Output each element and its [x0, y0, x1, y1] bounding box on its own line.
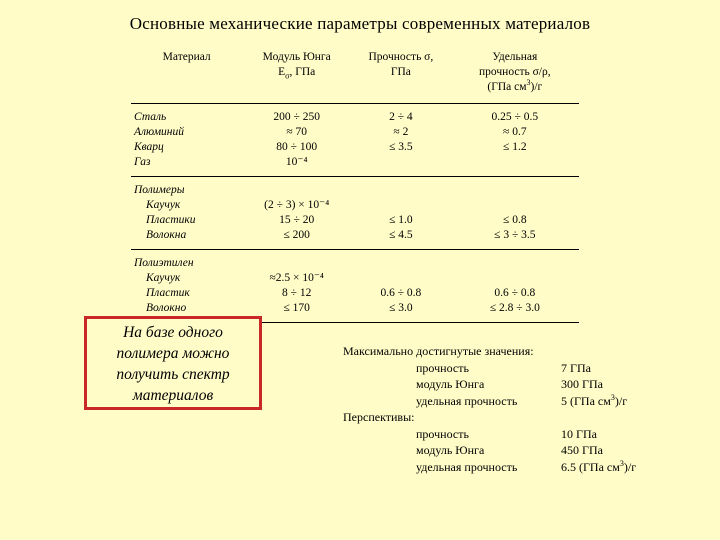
material-name: Пластик — [146, 287, 190, 299]
stat-value: 300 ГПа — [561, 377, 603, 391]
strength-value: 2 ÷ 4 — [389, 111, 413, 123]
prospects-heading: Перспективы: — [343, 410, 415, 424]
specific-strength-value: ≤ 1.2 — [503, 141, 527, 153]
material-name: Полимеры — [134, 184, 185, 196]
header-strength — [351, 46, 451, 104]
header-modulus-subscript: σ — [285, 71, 290, 81]
specific-strength-value: ≈ 0.7 — [503, 126, 527, 138]
material-name: Алюминий — [134, 126, 185, 138]
header-modulus-line1: Модуль Юнга — [262, 51, 331, 63]
modulus-value: 10⁻⁴ — [285, 156, 308, 168]
note-line: материалов — [132, 387, 214, 404]
prospects-row — [343, 458, 637, 476]
stat-value — [561, 459, 636, 476]
header-modulus-line2 — [245, 65, 348, 80]
header-specific-line3 — [454, 80, 576, 95]
material-name: Волокно — [146, 302, 187, 314]
stat-value-sup: 3 — [619, 458, 624, 468]
header-specific-strength — [451, 46, 579, 104]
table-row — [131, 104, 579, 177]
stat-label: прочность — [416, 360, 469, 375]
header-specific-unit-b: )/г — [530, 81, 543, 93]
max-values-row — [343, 360, 591, 377]
modulus-value: (2 ÷ 3) × 10⁻⁴ — [264, 199, 330, 211]
polymer-note-box — [84, 316, 262, 410]
material-name: Сталь — [134, 111, 167, 123]
page-title: Основные механические параметры современных материалов — [129, 14, 591, 33]
stat-label: модуль Юнга — [416, 377, 485, 391]
stat-value-part: )/г — [614, 393, 628, 408]
header-specific-line1: Удельная — [492, 51, 538, 63]
stat-value-part: )/г — [623, 459, 637, 474]
max-values-row — [343, 392, 628, 410]
specific-strength-value: ≤ 3 ÷ 3.5 — [494, 229, 536, 241]
achievements-block — [343, 343, 637, 475]
header-modulus — [242, 46, 351, 104]
material-name: Газ — [134, 156, 151, 168]
note-line: На базе одного — [123, 324, 223, 341]
materials-cell — [131, 250, 242, 323]
table-header-row — [131, 46, 579, 104]
modulus-cell — [242, 177, 351, 250]
modulus-value: ≤ 200 — [283, 229, 310, 241]
specific-strength-value: ≤ 0.8 — [503, 214, 527, 226]
material-name: Кварц — [134, 141, 164, 153]
header-strength-line2: ГПа — [390, 66, 411, 78]
specific-strength-cell — [451, 250, 579, 323]
table-row — [131, 177, 579, 250]
strength-value: 0.6 ÷ 0.8 — [380, 287, 422, 299]
specific-strength-cell — [451, 104, 579, 177]
strength-value: ≤ 3.0 — [389, 302, 413, 314]
stat-value-part: 6.5 (ГПа см — [561, 459, 620, 474]
materials-cell — [131, 104, 242, 177]
prospects-row — [343, 426, 597, 443]
stat-label: прочность — [416, 426, 469, 441]
stat-value-sup: 3 — [610, 392, 615, 402]
modulus-value: ≤ 170 — [283, 302, 310, 314]
material-name: Полиэтилен — [134, 257, 194, 269]
header-modulus-unit: , ГПа — [289, 66, 316, 78]
strength-cell — [351, 250, 451, 323]
strength-cell — [351, 104, 451, 177]
note-line: получить спектр — [116, 366, 230, 383]
specific-strength-cell — [451, 177, 579, 250]
stat-label: удельная прочность — [416, 459, 518, 474]
modulus-value: 8 ÷ 12 — [282, 287, 312, 299]
note-line: полимера можно — [116, 345, 230, 362]
strength-value: ≤ 3.5 — [389, 141, 413, 153]
modulus-value: 80 ÷ 100 — [276, 141, 318, 153]
material-name: Каучук — [146, 272, 181, 284]
header-specific-unit-a: (ГПа см — [487, 81, 527, 93]
max-values-heading: Максимально достигнутые значения: — [343, 344, 534, 358]
parameters-table — [131, 46, 579, 323]
stat-value: 7 ГПа — [561, 360, 591, 375]
modulus-value: 15 ÷ 20 — [279, 214, 315, 226]
header-specific-unit-sup: 3 — [526, 78, 531, 88]
stat-value — [561, 393, 627, 410]
strength-cell — [351, 177, 451, 250]
stat-value: 450 ГПа — [561, 443, 603, 457]
header-material — [131, 46, 242, 104]
modulus-cell — [242, 104, 351, 177]
modulus-value: ≈ 70 — [286, 126, 308, 138]
strength-value: ≤ 4.5 — [389, 229, 413, 241]
specific-strength-value: ≤ 2.8 ÷ 3.0 — [489, 302, 540, 314]
modulus-cell — [242, 250, 351, 323]
material-name: Пластики — [146, 214, 196, 226]
stat-value-part: 5 (ГПа см — [561, 393, 611, 408]
header-material-label: Материал — [162, 51, 211, 63]
modulus-value: 200 ÷ 250 — [273, 111, 320, 123]
modulus-value: ≈2.5 × 10⁻⁴ — [269, 272, 324, 284]
material-name: Каучук — [146, 199, 181, 211]
stat-label: модуль Юнга — [416, 443, 485, 457]
max-values-row — [343, 376, 603, 393]
stat-value: 10 ГПа — [561, 426, 597, 441]
specific-strength-value: 0.25 ÷ 0.5 — [491, 111, 539, 123]
stat-label: удельная прочность — [416, 393, 518, 408]
strength-value: ≤ 1.0 — [389, 214, 413, 226]
strength-value: ≈ 2 — [393, 126, 409, 138]
header-modulus-symbol: E — [278, 66, 286, 78]
specific-strength-value: 0.6 ÷ 0.8 — [494, 287, 536, 299]
table-row — [131, 250, 579, 323]
material-name: Волокна — [146, 229, 187, 241]
header-strength-line1: Прочность σ, — [368, 51, 434, 63]
header-specific-line2: прочность σ/ρ, — [479, 66, 551, 78]
materials-cell — [131, 177, 242, 250]
prospects-row — [343, 442, 603, 459]
